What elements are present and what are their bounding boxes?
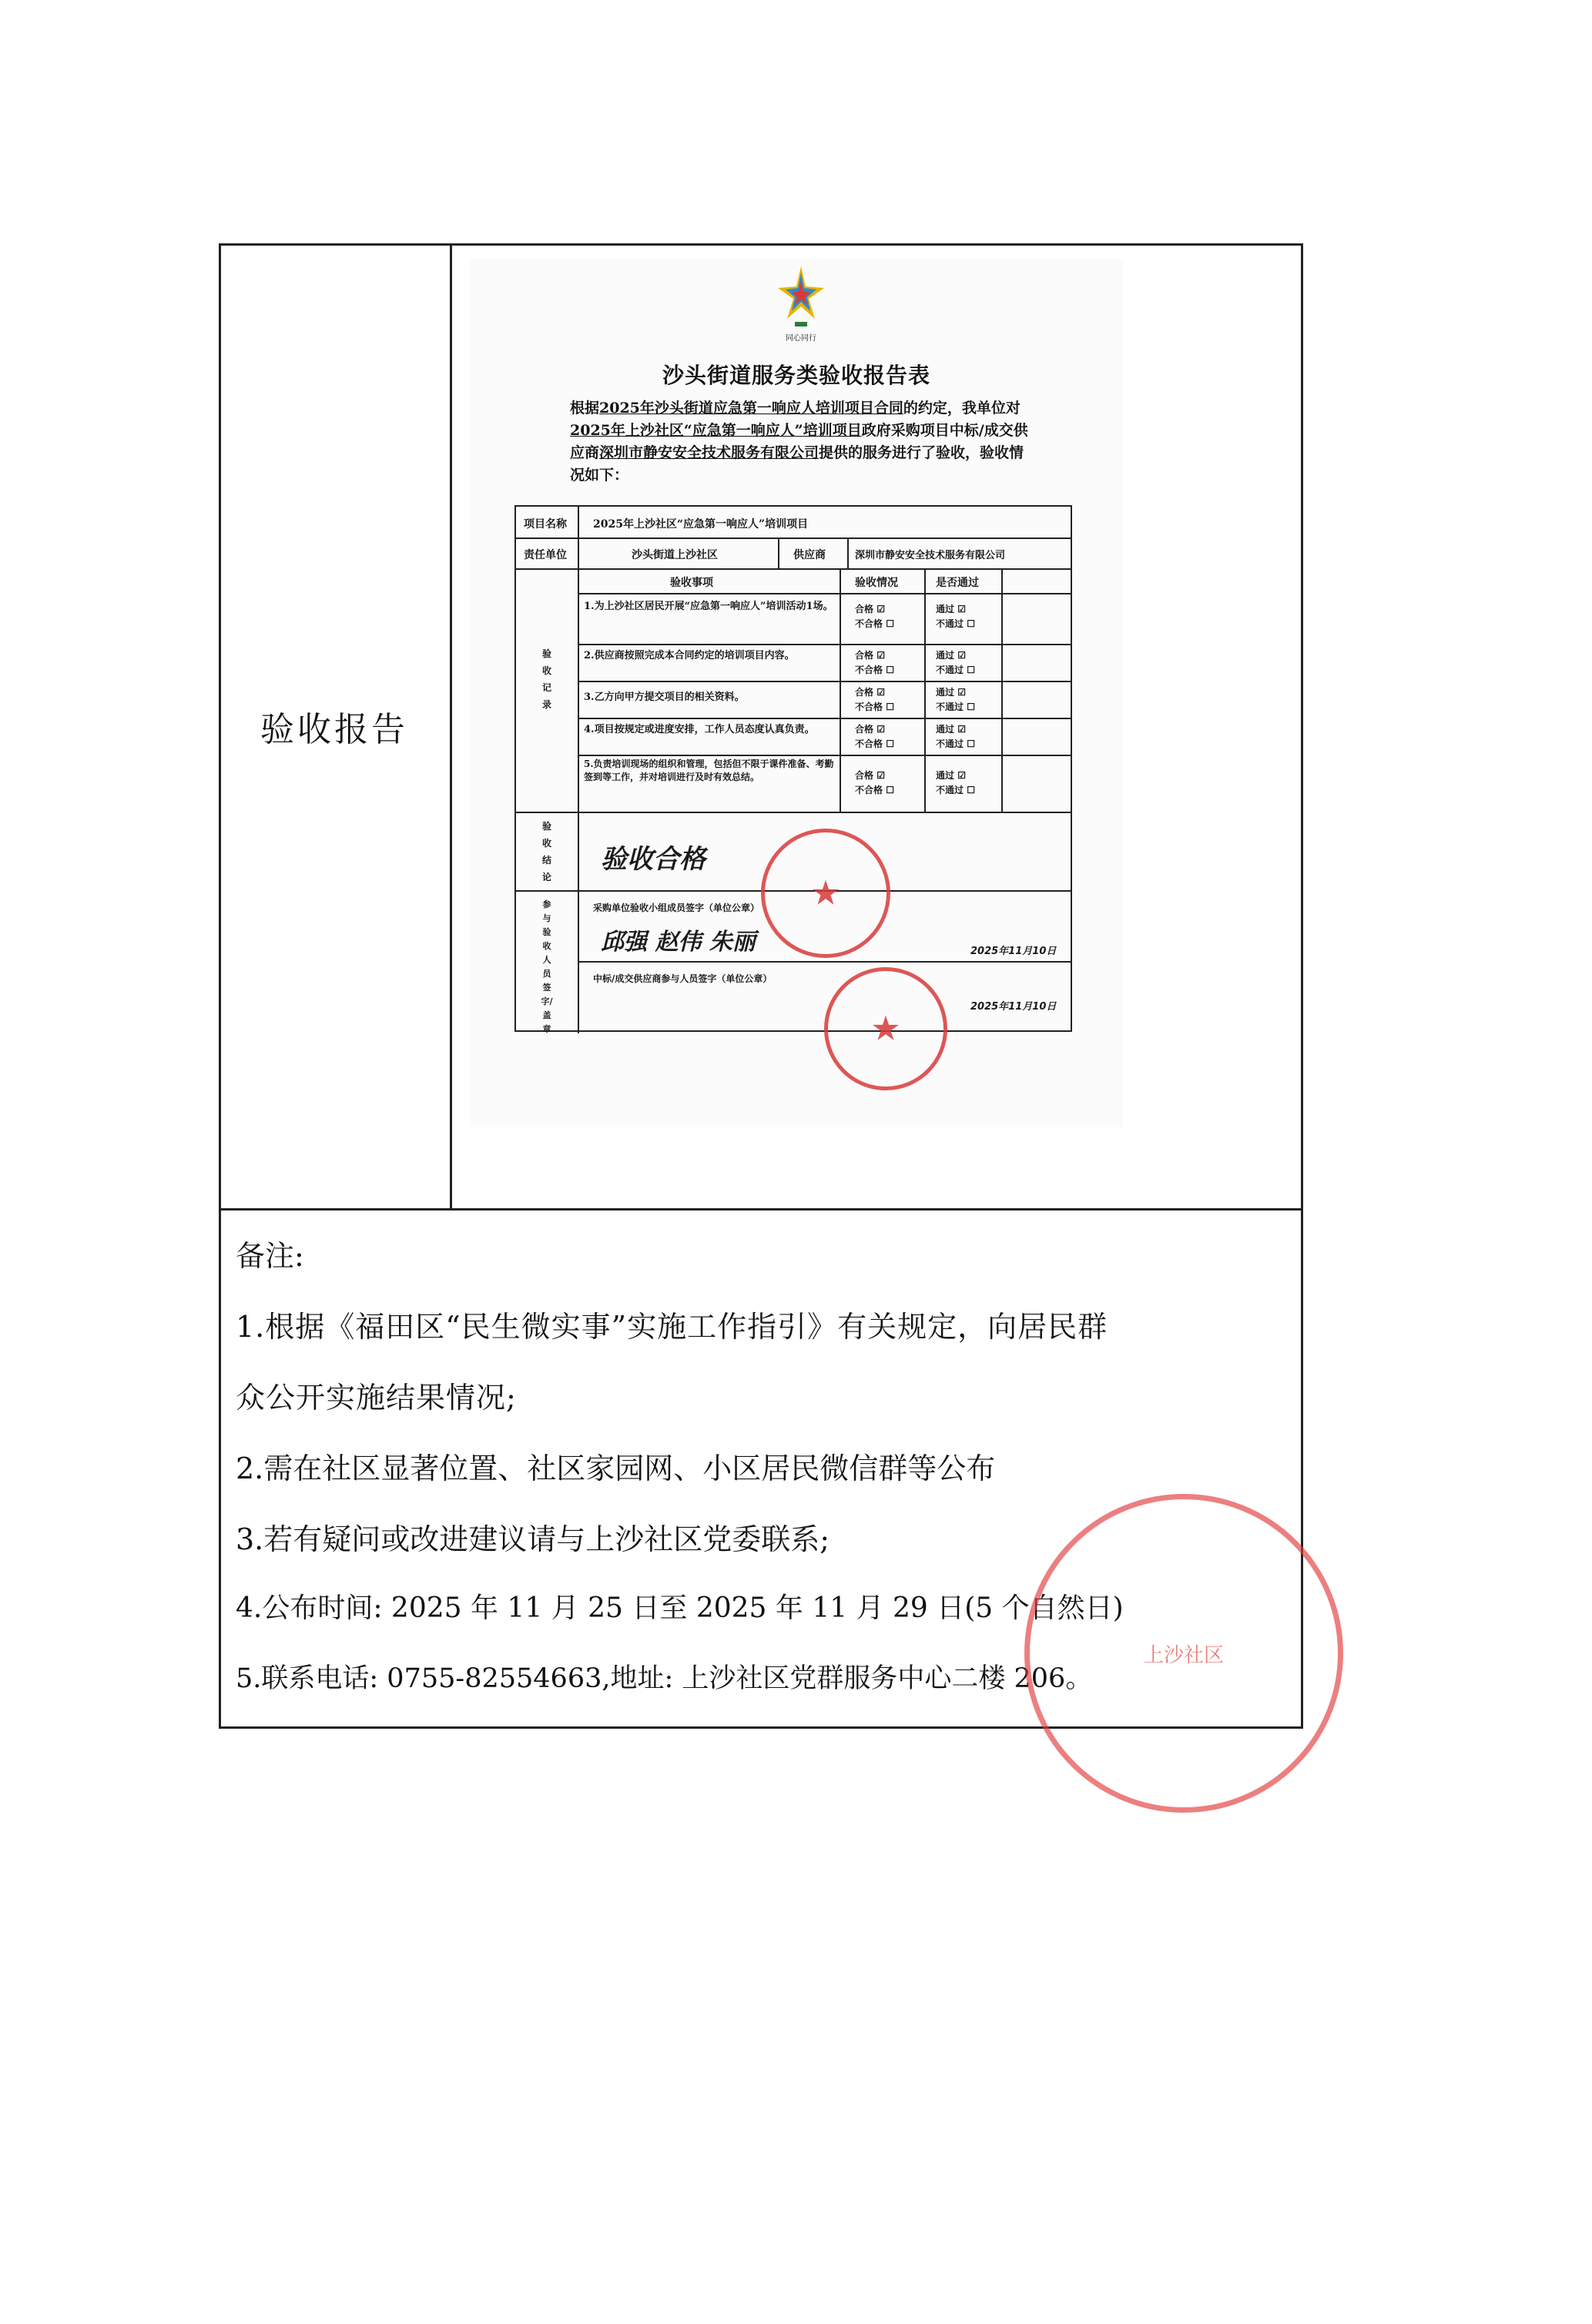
pass-row-5: 通过 ☑ 不通过 ☐ <box>936 770 975 795</box>
supplier-seal <box>824 967 947 1090</box>
status-row-2: 合格 ☑ 不合格 ☐ <box>855 650 894 675</box>
unit-label: 责任单位 <box>524 549 567 561</box>
supplier-label: 供应商 <box>793 549 826 561</box>
status-row-4: 合格 ☑ 不合格 ☐ <box>855 724 894 749</box>
pass-row-3: 通过 ☑ 不通过 ☐ <box>936 687 975 712</box>
conclusion-label: 验收结论 <box>541 821 551 882</box>
project-name: 2025年上沙社区“应急第一响应人”培训项目 <box>593 518 809 531</box>
col-items-header: 验收事项 <box>670 577 713 589</box>
logo-text: 同心同行 <box>786 334 816 343</box>
sign-label: 参与验收人员签字/盖章 <box>541 899 553 1034</box>
supplier-sign-line: 中标/成交供应商参与人员签字（单位公章） <box>593 973 773 984</box>
intro-p2: 的约定，我单位对 <box>903 400 1021 417</box>
notes-heading: 备注: <box>236 1239 304 1273</box>
intro-p1: 根据 <box>570 400 600 417</box>
unit-name: 沙头街道上沙社区 <box>632 549 718 561</box>
pass-row-4: 通过 ☑ 不通过 ☐ <box>936 724 975 749</box>
item-4: 4.项目按规定或进度安排，工作人员态度认真负责。 <box>584 724 815 735</box>
report-intro <box>570 397 1032 487</box>
pass-row-2: 通过 ☑ 不通过 ☐ <box>936 650 975 675</box>
note-4: 4.公布时间: 2025 年 11 月 25 日至 2025 年 11 月 29 日(5 个自然日) <box>236 1592 1124 1624</box>
col-pass-header: 是否通过 <box>936 577 979 589</box>
seal-star-icon-2: ★ <box>870 1009 901 1049</box>
column-divider <box>450 243 452 1210</box>
scanned-report <box>470 259 1123 1127</box>
status-row-1: 合格 ☑ 不合格 ☐ <box>855 604 894 629</box>
conclusion-handwriting: 验收合格 <box>601 844 706 875</box>
intro-p4: 提供的服务进行了验收，验收情况如下： <box>570 444 1024 484</box>
date-1: 2025年11月10日 <box>970 946 1057 957</box>
status-row-5: 合格 ☑ 不合格 ☐ <box>855 770 894 795</box>
note-5: 5.联系电话: 0755-82554663,地址: 上沙社区党群服务中心二楼 206。 <box>236 1663 1093 1694</box>
intro-supplier: 深圳市静安安全技术服务有限公司 <box>599 444 819 461</box>
pass-row-1: 通过 ☑ 不通过 ☐ <box>936 604 975 629</box>
item-1: 1.为上沙社区居民开展“应急第一响应人”培训活动1场。 <box>584 601 833 612</box>
intro-contract: 2025年沙头街道应急第一响应人培训项目合同 <box>599 400 903 417</box>
community-seal-text: 上沙社区 <box>1143 1643 1224 1667</box>
intro-project: 2025年上沙社区“应急第一响应人”培训项目 <box>570 422 862 439</box>
date-2: 2025年11月10日 <box>970 1001 1057 1013</box>
item-5: 5.负责培训现场的组织和管理，包括但不限于课件准备、考勤签到等工作，并对培训进行及时有效总结。 <box>584 758 834 782</box>
community-seal <box>1024 1494 1343 1813</box>
report-title: 沙头街道服务类验收报告表 <box>662 363 930 388</box>
row-label: 验收报告 <box>260 709 408 749</box>
item-2: 2.供应商按照完成本合同约定的培训项目内容。 <box>584 650 795 661</box>
note-1: 1.根据《福田区“民生微实事”实施工作指引》有关规定，向居民群 <box>236 1310 1108 1344</box>
star-logo-icon <box>776 265 826 328</box>
acceptance-table <box>514 505 1072 1032</box>
row-divider <box>219 1208 1303 1211</box>
supplier-name: 深圳市静安安全技术服务有限公司 <box>855 550 1006 561</box>
seal-star-icon: ★ <box>810 873 841 913</box>
project-name-label: 项目名称 <box>524 518 567 531</box>
item-3: 3.乙方向甲方提交项目的相关资料。 <box>584 692 745 703</box>
col-status-header: 验收情况 <box>855 577 898 589</box>
intro-p3: 政府采购项目中标/成交供应商 <box>570 422 1028 461</box>
note-3: 3.若有疑问或改进建议请与上沙社区党委联系; <box>236 1522 830 1556</box>
record-label: 验收记录 <box>541 648 551 710</box>
status-row-3: 合格 ☑ 不合格 ☐ <box>855 687 894 712</box>
note-2: 2.需在社区显著位置、社区家园网、小区居民微信群等公布 <box>236 1452 996 1485</box>
purchaser-sign-line: 采购单位验收小组成员签字（单位公章） <box>593 902 760 913</box>
note-1-cont: 众公开实施结果情况; <box>236 1381 517 1415</box>
signatures-handwriting: 邱强 赵伟 朱丽 <box>601 929 756 956</box>
street-office-seal <box>761 829 890 958</box>
